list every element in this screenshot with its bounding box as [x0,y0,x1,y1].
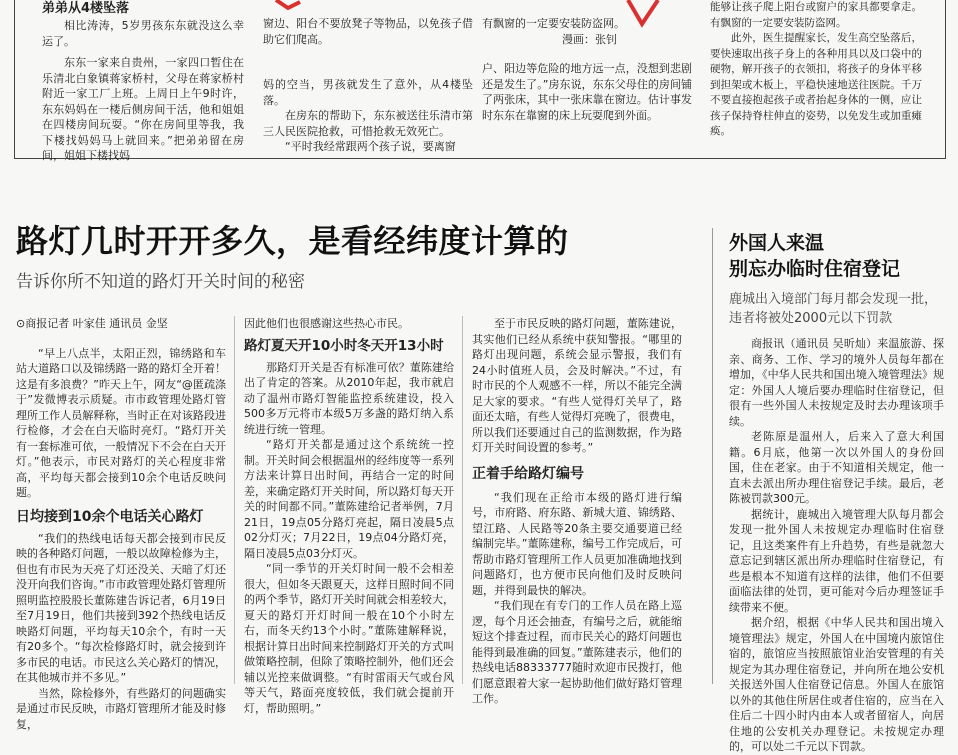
byline: ⊙商报记者 叶家佳 通讯员 金坚 [16,317,168,330]
paragraph: 至于市民反映的路灯问题，董陈建说，其实他们已经从系统中获知警报。“哪里的路灯出现问题，系统会显示警报，我们有24小时值班人员，会及时解决。”不过，有时市民的个人观感不一样，所以不能完全满足大家的要求。“有些人觉得灯关早了，路面还太暗，有些人觉得灯亮晚了，很费电，所以我们还要通过自己的监测数据，作为路灯开关时间设置的参考。” [472,317,682,454]
paragraph: 老陈原是温州人，后来入了意大利国籍。6月底，他第一次以外国人的身份回国，住在老家。由于不知道相关规定，他一直未去派出所办理住宿登记手续。最后，老陈被罚款300元。 [729,430,944,505]
paragraph: “早上八点半，太阳正烈，锦绣路和车站大道路口以及锦绣路一路的路灯全开着！这是有多浪费？”昨天上午，网友“@匿疏涤于”发微博表示质疑。市市政管理处路灯管理所工作人员解释称，当时正在对该路段进行检修，才会在白天临时亮灯。“路灯开关有一套标准可依，一般情况下不会在白天开灯。”他表示，市民对路灯的关心程度非常高，平均每天都会接到10余个电话反映问题。 [16,346,226,499]
section-heading: 日均接到10余个电话关心路灯 [16,508,204,525]
paragraph: 户、阳边等危险的地方远一点，没想到悲剧还是发生了。”房东说，东东父母住的房间铺了两张床，其中一张床靠在窗边。估计事发时东东在靠窗的床上玩耍爬到外面。 [482,62,692,122]
paragraph: 妈的空当，男孩就发生了意外，从4楼坠落。 [263,78,473,107]
side-article [729,230,944,753]
paragraph: “路灯开关都是通过这个系统统一控制。开关时间会根据温州的经纬度等一系列方法来计算日出时间，再结合一定的时间差，来确定路灯开关时间，所以路灯每天开关的时间都不同。”董陈建给记者举例，7月21日，19点05分路灯亮起，隔日凌晨5点02分灯灭；7月22日，19点04分路灯亮，隔日凌晨5点03分灯灭。 [244,438,454,560]
paragraph: “同一季节的开关灯时间一般不会相差很大，但如冬天跟夏天，这样日照时间不同的两个季节，路灯开关时间就会相差较大，夏天的路灯开灯时间一般在10个小时左右，而冬天约13个小时。”董陈建解释说，根据计算日出时间来控制路灯开关的方式叫做策略控制，但除了策略控制外，他们还会辅以光控来做调整。“有时雷雨天气或台风等天气，路面亮度较低，我们就会提前开灯，帮助照明。” [244,562,454,715]
top-subheading: 弟弟从4楼坠落 [42,1,130,16]
paragraph: 相比涛涛，5岁男孩东东就没这么幸运了。 [42,19,244,48]
section-heading: 路灯夏天开10小时冬天开13小时 [244,337,444,354]
paragraph: 在房东的帮助下，东东被送往乐清市第三人民医院抢救，可惜抢救无效死亡。 [263,109,473,138]
side-headline-line-1: 外国人来温 [729,232,825,254]
paragraph: 当然，除检修外，有些路灯的问题确实是通过市民反映，市路灯管理所才能及时修复， [16,686,226,731]
column-divider [462,316,463,684]
top-column-1 [42,0,244,162]
cartoon-credit: 漫画：张钊 [562,32,617,46]
main-column-3 [472,316,682,705]
cartoon-caption: 窗边、阳台不要放凳子等物品，以免孩子借助它们爬高。 [263,17,473,46]
paragraph: “我们现在有专门的工作人员在路上巡逻，每个月还会抽查，有编号之后，就能缩短这个排查过程，而市民关心的路灯问题也能得到最准确的回复。”董陈建表示，他们的热线电话88333777随时欢迎市民拨打，他们愿意跟着大家一起协助他们做好路灯管理工作。 [472,599,682,705]
paragraph: “我们的热线电话每天都会接到市民反映的各种路灯问题，一般以故障检修为主，但也有市民为天亮了灯还没关、天暗了灯还没开向我们咨询。”市市政管理处路灯管理所照明监控股股长董陈建告诉记者，6月19日至7月19日，他们共接到392个热线电话反映路灯问题，平均每天10余个，有时一天有20多个。“每次检修路灯时，就会接到许多市民的电话。市民这么关心路灯的情况，在其他城市并不多见。” [16,531,226,684]
paragraph: 据介绍，根据《中华人民共和国出境入境管理法》规定，外国人在中国境内旅馆住宿的，旅馆应当按照旅馆业治安管理的有关规定为其办理住宿登记，并向所在地公安机关报送外国人住宿登记信息。外国人在旅馆以外的其他住所居住或者住宿的，应当在入住后二十四小时内由本人或者留宿人，向居住地的公安机关办理登记。未按规定办理的，可以处二千元以下罚款。 [729,616,944,753]
top-column-2 [263,16,473,153]
side-headline-line-2: 别忘办临时住宿登记 [729,258,901,280]
paragraph: 此外，医生提醒家长，发生高空坠落后，要快速取出孩子身上的各种用具以及口袋中的硬物，解开孩子的衣领扣，将孩子的身体平移到担架或木板上，平稳快速地送往医院。千万不要直接抱起孩子或者抬起身体的一侧，应让孩子保持脊柱伸直的姿势，以免发生或加重瘫痪。 [710,32,922,137]
main-column-1 [16,316,226,731]
paragraph: 因此他们也很感谢这些热心市民。 [244,317,409,330]
section-heading: 正着手给路灯编号 [472,465,584,482]
subheadline: 告诉你所不知道的路灯开关时间的秘密 [16,272,305,292]
main-column-2 [244,316,454,715]
paragraph: “平时我经常跟两个孩子说，要离窗 [285,140,456,153]
top-column-3 [482,16,692,150]
headline: 路灯几时开开多久，是看经纬度计算的 [16,222,569,260]
paragraph: 东东一家来自贵州，一家四口暂住在乐清北白象镇蒋家桥村，父母在蒋家桥村附近一家工厂上班。上周日上午9时许，东东妈妈在一楼后侧房间干活，他和姐姐在四楼房间玩耍。“你在房间里等我，我下楼找妈妈马上就回来。”把弟弟留在房间，姐姐下楼找妈 [42,56,244,162]
column-divider [234,316,235,684]
paragraph: 能够让孩子爬上阳台或窗户的家具都要拿走。有飘窗的一定要安装防盗网。 [710,1,922,29]
top-column-4 [710,0,922,150]
side-subheadline: 鹿城出入境部门每月都会发现一批，违者将被处2000元以下罚款 [729,292,938,326]
paragraph: 据统计，鹿城出入境管理大队每月都会发现一批外国人未按规定办理临时住宿登记，且这类案件有上升趋势，有些是就忽大意忘记到辖区派出所办理临时住宿登记，有些是根本不知道有这样的法律，他们不但要面临法律的处罚，更可能对今后办理签证手续带来不便。 [729,507,944,614]
cartoon-fragment-red [270,0,320,10]
column-divider [712,228,713,684]
paragraph: 商报讯（通讯员 吴昕灿）来温旅游、探亲、商务、工作、学习的境外人员每年都在增加，《中华人民共和国出境入境管理法》规定：外国人人境后要办理临时住宿登记，但很有一些外国人未按规定及时去办理该项手续。 [729,337,944,428]
paragraph: “我们现在正给市本级的路灯进行编号，市府路、府东路、新城大道、锦绣路、望江路、人民路等20条主要交通要道已经编制完毕。”董陈建称，编号工作完成后，可帮助市路灯管理所工作人员更加准确地找到问题路灯，也方便市民向他们及时反映问题，并得到最快的解决。 [472,490,682,597]
cartoon-caption: 有飘窗的一定要安装防盗网。 [482,17,625,30]
paragraph: 那路灯开关是否有标准可依？董陈建给出了肯定的答案。从2010年起，我市就启动了温州市路灯智能监控系统建设，投入500多万元将市本级5万多盏的路灯纳入系统进行统一管理。 [244,360,454,436]
